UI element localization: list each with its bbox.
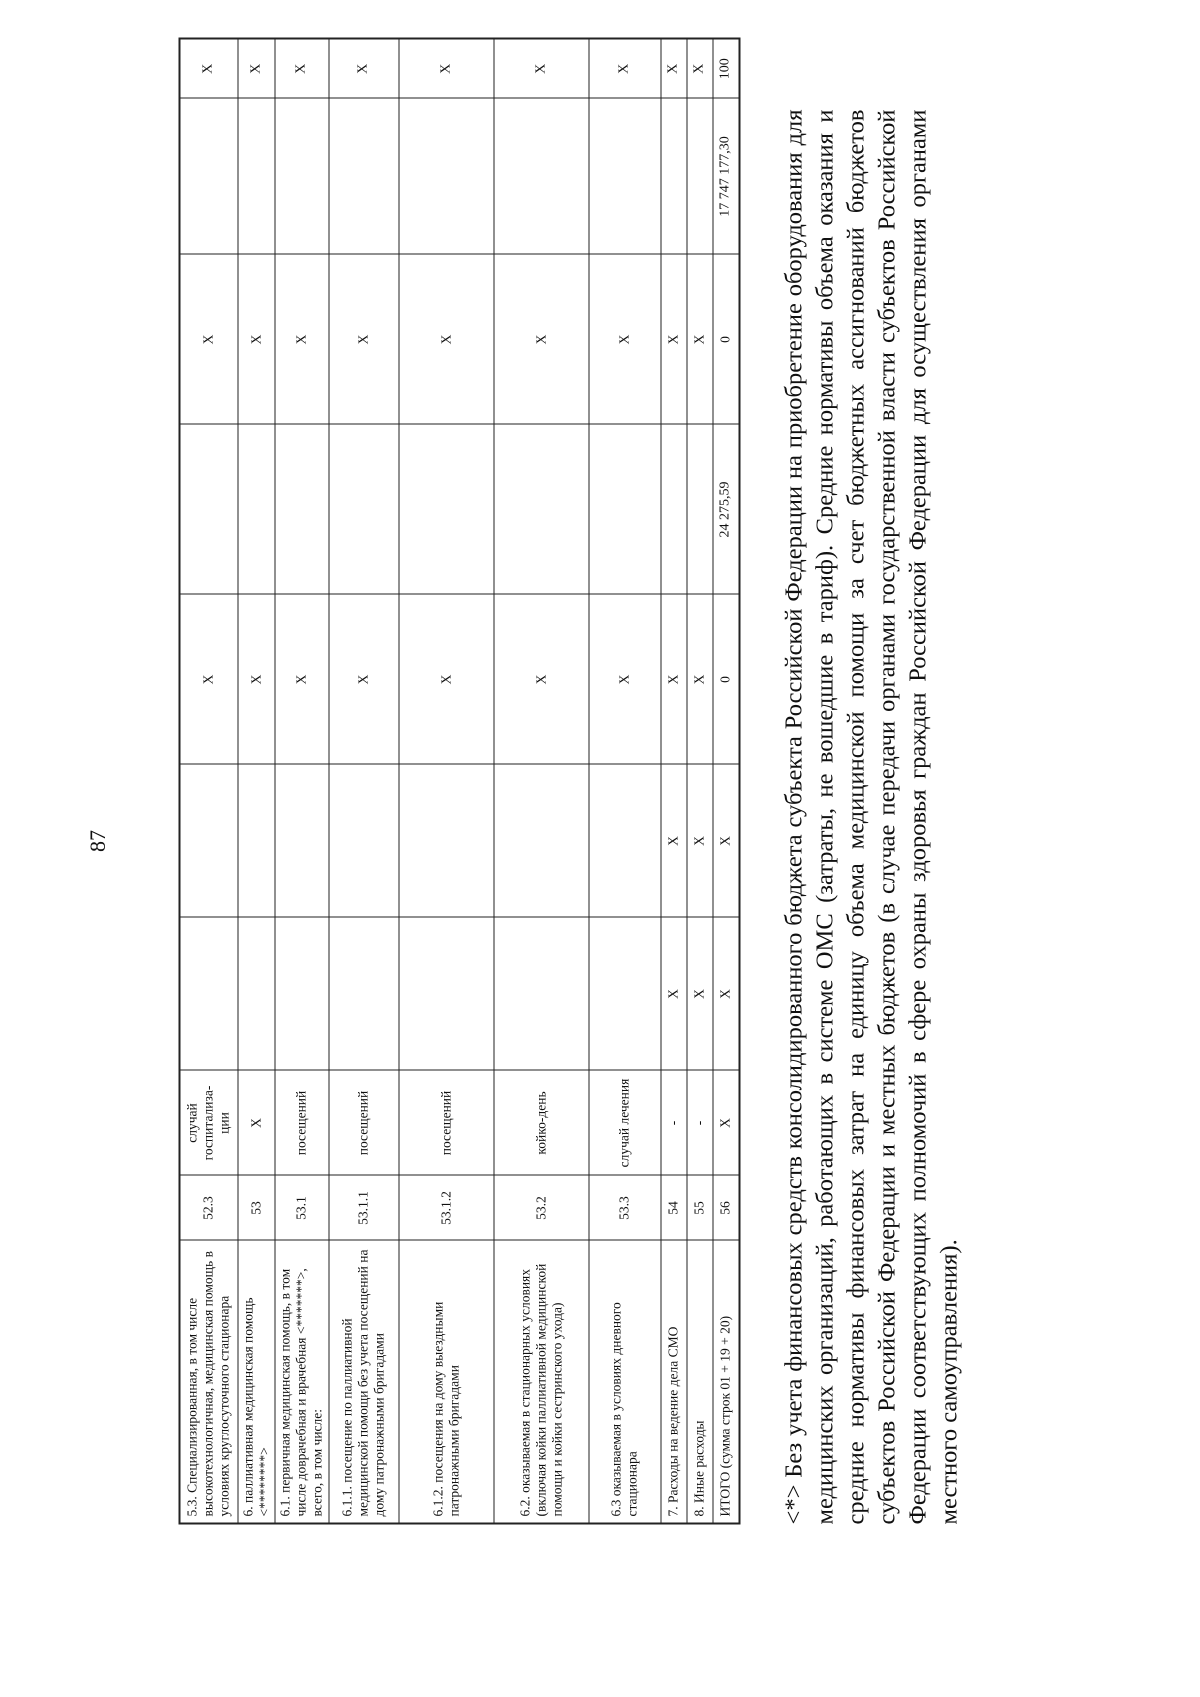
cell-value [329, 425, 399, 595]
cell-value: 24 275,59 [713, 425, 740, 595]
cell-value: X [661, 918, 687, 1071]
row-unit: - [687, 1071, 713, 1176]
cell-value [399, 918, 494, 1071]
cell-value [329, 918, 399, 1071]
cell-value: X [661, 255, 687, 425]
cell-value: X [687, 255, 713, 425]
cell-value: X [494, 595, 589, 765]
row-code: 53.1 [275, 1176, 329, 1241]
financing-table [179, 38, 741, 1525]
cell-value: X [589, 595, 661, 765]
cell-value: 100 [713, 39, 740, 99]
cell-value [329, 99, 399, 255]
table-row [180, 39, 238, 1524]
cell-value: X [494, 39, 589, 99]
table-row [713, 39, 740, 1524]
row-code: 52.3 [180, 1176, 238, 1241]
page-number: 87 [85, 830, 110, 852]
cell-value [399, 99, 494, 255]
row-unit: посещений [399, 1071, 494, 1176]
cell-value: X [687, 39, 713, 99]
cell-value [180, 765, 238, 918]
cell-value: 0 [713, 595, 740, 765]
cell-value: X [661, 39, 687, 99]
cell-value [275, 99, 329, 255]
row-unit: X [238, 1071, 275, 1176]
cell-value [275, 765, 329, 918]
row-unit: посещений [275, 1071, 329, 1176]
cell-value [589, 425, 661, 595]
row-code: 53 [238, 1176, 275, 1241]
table-row [275, 39, 329, 1524]
table-row [687, 39, 713, 1524]
row-code: 55 [687, 1176, 713, 1241]
cell-value: X [687, 765, 713, 918]
row-name: 6.1.2. посещения на дому выездными патронажными бригадами [399, 1241, 494, 1524]
cell-value: X [589, 39, 661, 99]
cell-value [238, 99, 275, 255]
cell-value: X [687, 918, 713, 1071]
table-row [661, 39, 687, 1524]
cell-value [687, 99, 713, 255]
cell-value: X [275, 595, 329, 765]
table-row [494, 39, 589, 1524]
table-row [329, 39, 399, 1524]
cell-value [275, 918, 329, 1071]
row-name: 5.3. Специализированная, в том числе высокотехнологичная, медицинская помощь в условиях круглосуточного стационара [180, 1241, 238, 1524]
row-name: 6.1.1. посещение по паллиативной медицинской помощи без учета посещений на дому патронажными бригадами [329, 1241, 399, 1524]
cell-value: X [713, 918, 740, 1071]
row-code: 53.1.2 [399, 1176, 494, 1241]
row-name: 7. Расходы на ведение дела СМО [661, 1241, 687, 1524]
cell-value [180, 99, 238, 255]
cell-value [275, 425, 329, 595]
cell-value: X [661, 765, 687, 918]
cell-value [399, 425, 494, 595]
row-name: ИТОГО (сумма строк 01 + 19 + 20) [713, 1241, 740, 1524]
rotated-page-content [179, 58, 1061, 1525]
cell-value: X [494, 255, 589, 425]
row-code: 53.3 [589, 1176, 661, 1241]
cell-value: X [329, 39, 399, 99]
cell-value [399, 765, 494, 918]
cell-value [180, 425, 238, 595]
cell-value: X [275, 39, 329, 99]
cell-value [661, 425, 687, 595]
cell-value [589, 918, 661, 1071]
cell-value: X [238, 595, 275, 765]
cell-value: X [399, 595, 494, 765]
cell-value [329, 765, 399, 918]
cell-value [589, 765, 661, 918]
cell-value: X [713, 765, 740, 918]
row-name: 8. Иные расходы [687, 1241, 713, 1524]
row-name: 6.3 оказываемая в условиях дневного стационара [589, 1241, 661, 1524]
cell-value: X [238, 255, 275, 425]
row-name: 6.1. первичная медицинская помощь, в том числе доврачебная и врачебная <*******>, всего, в том числе: [275, 1241, 329, 1524]
cell-value: X [399, 39, 494, 99]
cell-value [180, 918, 238, 1071]
cell-value [238, 918, 275, 1071]
cell-value [661, 99, 687, 255]
row-code: 56 [713, 1176, 740, 1241]
cell-value [494, 765, 589, 918]
cell-value: X [589, 255, 661, 425]
row-unit: - [661, 1071, 687, 1176]
cell-value: X [180, 595, 238, 765]
cell-value [589, 99, 661, 255]
cell-value: 0 [713, 255, 740, 425]
row-code: 54 [661, 1176, 687, 1241]
cell-value [687, 425, 713, 595]
row-unit: койко-день [494, 1071, 589, 1176]
cell-value: X [329, 595, 399, 765]
table-row [399, 39, 494, 1524]
cell-value: X [687, 595, 713, 765]
cell-value: 17 747 177,30 [713, 99, 740, 255]
cell-value: X [329, 255, 399, 425]
row-name: 6.2. оказываемая в стационарных условиях (включая койки паллиативной медицинской помощи и койки сестринского ухода) [494, 1241, 589, 1524]
cell-value: X [661, 595, 687, 765]
table-row [589, 39, 661, 1524]
row-code: 53.2 [494, 1176, 589, 1241]
cell-value [494, 425, 589, 595]
footnote: <*> Без учета финансовых средств консолидированного бюджета субъекта Российской Федерации на приобретение оборудования для медицинских организаций, работающих в системе ОМС (затраты, не вошедшие в тариф). Средние нормативы объема оказания и средние нормативы финансовых затрат на единицу объема медицинской помощи за счет бюджетных ассигнований бюджетов субъектов Российской Федерации и местных бюджетов (в случае передачи органами государственной власти субъектов Российской Федерации соответствующих полномочий в сфере охраны здоровья граждан Российской Федерации для осуществления органами местного самоуправления). [780, 109, 963, 1525]
cell-value: X [180, 39, 238, 99]
row-unit: случай лечения [589, 1071, 661, 1176]
cell-value: X [180, 255, 238, 425]
table-row [238, 39, 275, 1524]
cell-value [238, 765, 275, 918]
row-unit: случай госпитализа-ции [180, 1071, 238, 1176]
row-unit: X [713, 1071, 740, 1176]
cell-value [238, 425, 275, 595]
cell-value: X [399, 255, 494, 425]
cell-value [494, 918, 589, 1071]
row-unit: посещений [329, 1071, 399, 1176]
cell-value: X [238, 39, 275, 99]
cell-value [494, 99, 589, 255]
row-name: 6. паллиативная медицинская помощь <********> [238, 1241, 275, 1524]
cell-value: X [275, 255, 329, 425]
row-code: 53.1.1 [329, 1176, 399, 1241]
